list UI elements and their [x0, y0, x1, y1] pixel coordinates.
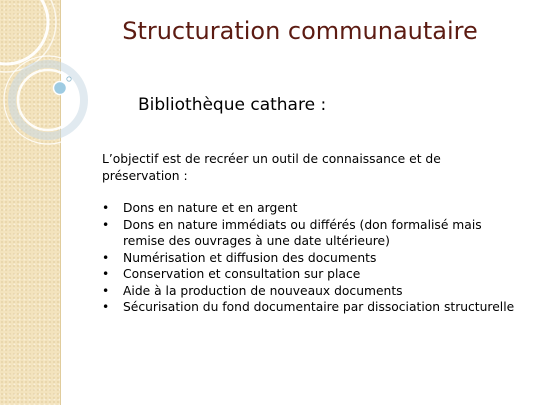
list-item-text: Aide à la production de nouveaux documents: [123, 283, 403, 298]
list-item: [102, 217, 527, 250]
list-item: [102, 200, 527, 217]
slide-title: Structuration communautaire: [122, 17, 478, 45]
slide-body: [102, 151, 527, 316]
bullet-icon: •: [102, 217, 110, 232]
list-item-text: Dons en nature et en argent: [123, 201, 298, 215]
list-item-text: Sécurisation du fond documentaire par dissociation structurelle: [123, 300, 515, 314]
list-item: [102, 283, 527, 300]
list-item: [102, 299, 527, 316]
list-item: [102, 266, 527, 283]
bullet-icon: •: [102, 283, 110, 298]
bullet-icon: •: [102, 250, 110, 265]
bullet-list: [102, 200, 527, 316]
list-item: [102, 250, 527, 267]
bullet-icon: •: [102, 300, 110, 314]
bullet-icon: •: [102, 267, 110, 281]
intro-paragraph: L’objectif est de recréer un outil de connaissance et de préservation :: [102, 152, 441, 183]
list-item-text: Dons en nature immédiats ou différés (don formalisé mais remise des ouvrages à une date ultérieure): [123, 217, 482, 248]
bullet-icon: •: [102, 201, 110, 215]
list-item-text: Numérisation et diffusion des documents: [123, 250, 377, 265]
list-item-text: Conservation et consultation sur place: [123, 267, 361, 281]
slide-subtitle: Bibliothèque cathare :: [138, 95, 327, 115]
